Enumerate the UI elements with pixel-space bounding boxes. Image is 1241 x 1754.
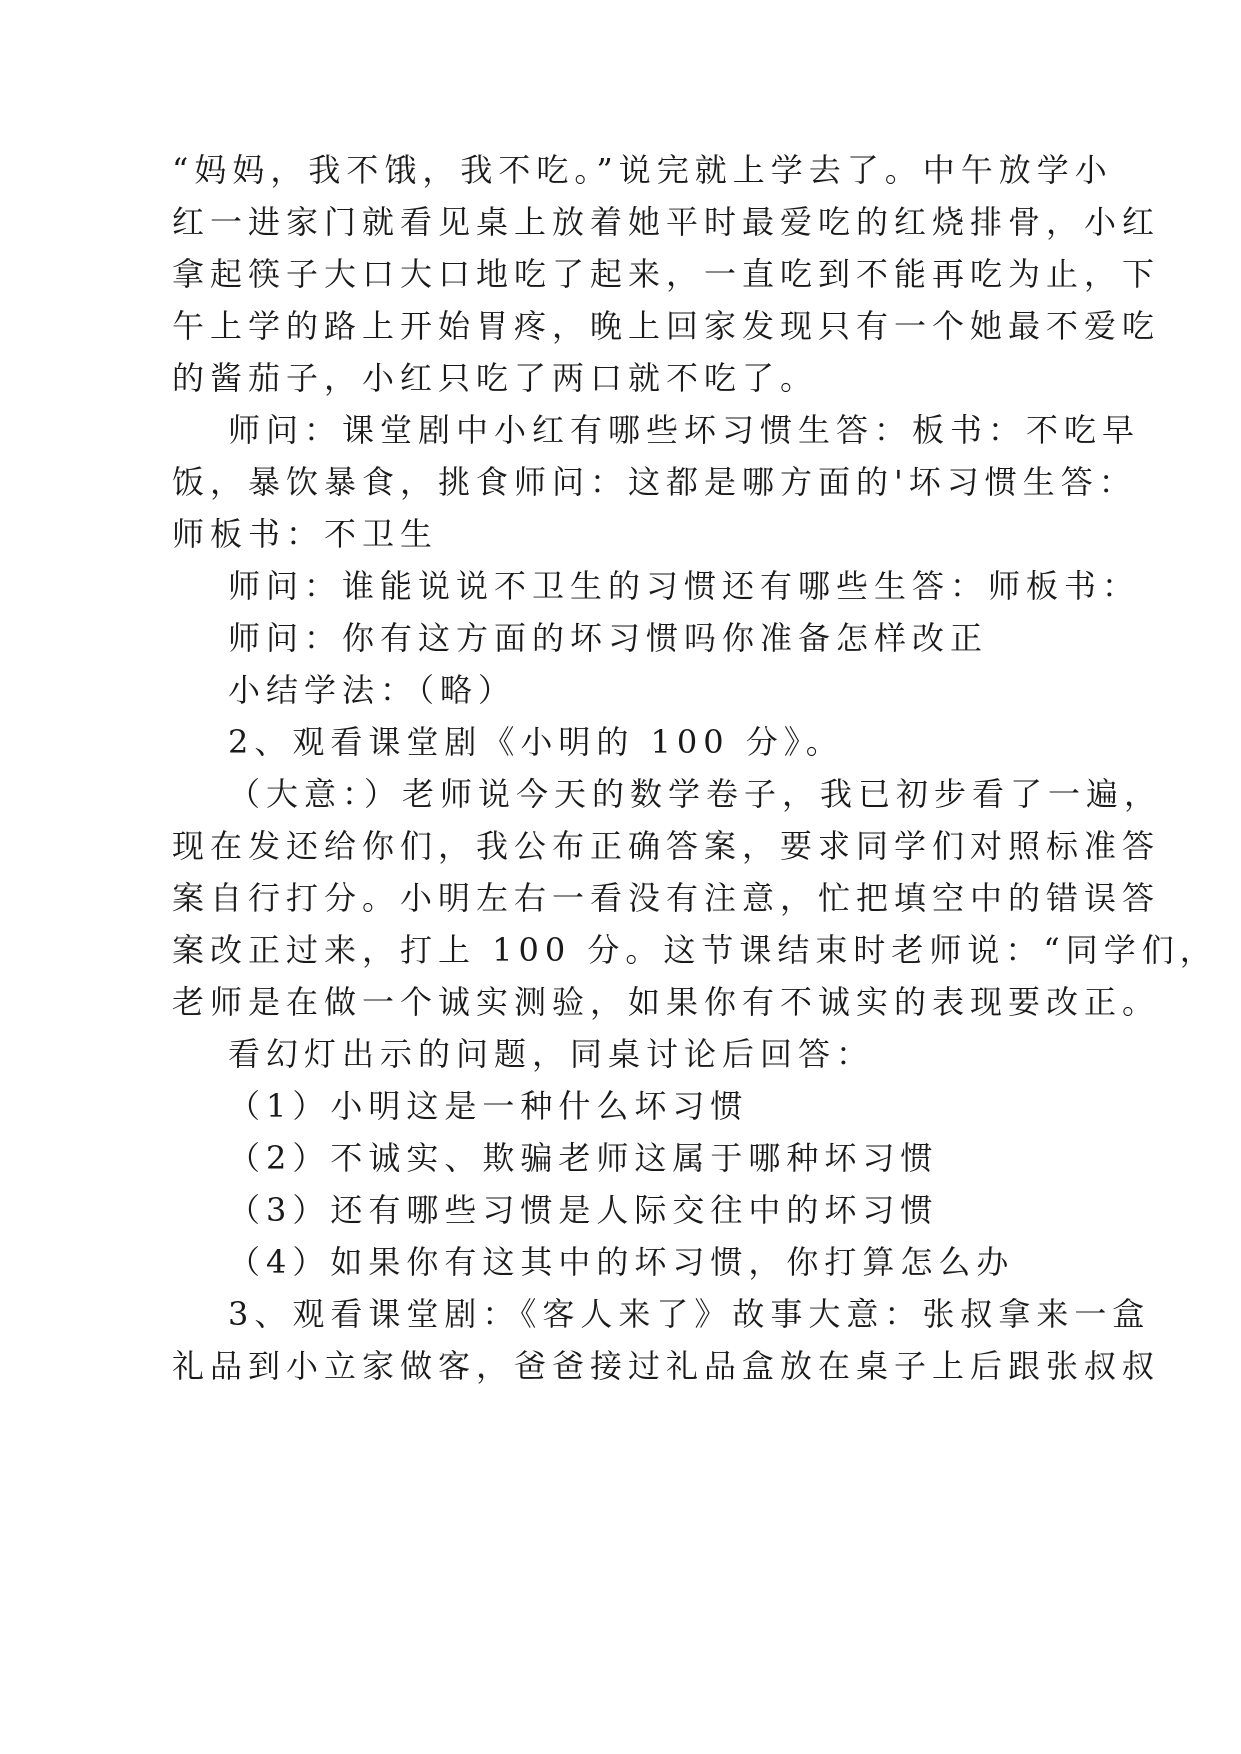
- text-line: 饭，暴饮暴食，挑食师问：这都是哪方面的'坏习惯生答：: [172, 463, 1137, 501]
- text-line: 午上学的路上开始胃疼，晚上回家发现只有一个她最不爱吃: [172, 307, 1161, 345]
- text-line: 师问：你有这方面的坏习惯吗你准备怎样改正: [228, 619, 989, 657]
- text-line: 礼品到小立家做客，爸爸接过礼品盒放在桌子上后跟张叔叔: [172, 1347, 1161, 1385]
- text-line: 师问：课堂剧中小红有哪些坏习惯生答：板书：不吃早: [228, 411, 1141, 449]
- text-line: 现在发还给你们，我公布正确答案，要求同学们对照标准答: [172, 827, 1161, 865]
- text-line: “妈妈，我不饿，我不吃。”说完就上学去了。中午放学小: [172, 151, 1113, 189]
- text-line: 看幻灯出示的问题，同桌讨论后回答：: [228, 1035, 875, 1073]
- text-line: 拿起筷子大口大口地吃了起来，一直吃到不能再吃为止，下: [172, 255, 1161, 293]
- text-line: 师问：谁能说说不卫生的习惯还有哪些生答：师板书：: [228, 567, 1141, 605]
- text-line: 2、观看课堂剧《小明的 100 分》。: [228, 723, 844, 761]
- text-line: （2）不诚实、欺骗老师这属于哪种坏习惯: [228, 1139, 939, 1177]
- text-line: 小结学法：（略）: [228, 671, 517, 709]
- text-line: 师板书：不卫生: [172, 515, 439, 553]
- text-line: 的酱茄子，小红只吃了两口就不吃了。: [172, 359, 819, 397]
- text-line: 3、观看课堂剧：《客人来了》故事大意：张叔拿来一盒: [228, 1295, 1151, 1333]
- text-line: 案自行打分。小明左右一看没有注意，忙把填空中的错误答: [172, 879, 1161, 917]
- text-line: 案改正过来，打上 100 分。这节课结束时老师说：“同学们，: [172, 931, 1218, 969]
- text-line: 老师是在做一个诚实测验，如果你有不诚实的表现要改正。: [172, 983, 1161, 1021]
- text-line: （1）小明这是一种什么坏习惯: [228, 1087, 749, 1125]
- text-line: 红一进家门就看见桌上放着她平时最爱吃的红烧排骨，小红: [172, 203, 1161, 241]
- text-line: （4）如果你有这其中的坏习惯，你打算怎么办: [228, 1243, 1015, 1281]
- text-line: （3）还有哪些习惯是人际交往中的坏习惯: [228, 1191, 939, 1229]
- text-line: （大意：）老师说今天的数学卷子，我已初步看了一遍，: [228, 775, 1163, 813]
